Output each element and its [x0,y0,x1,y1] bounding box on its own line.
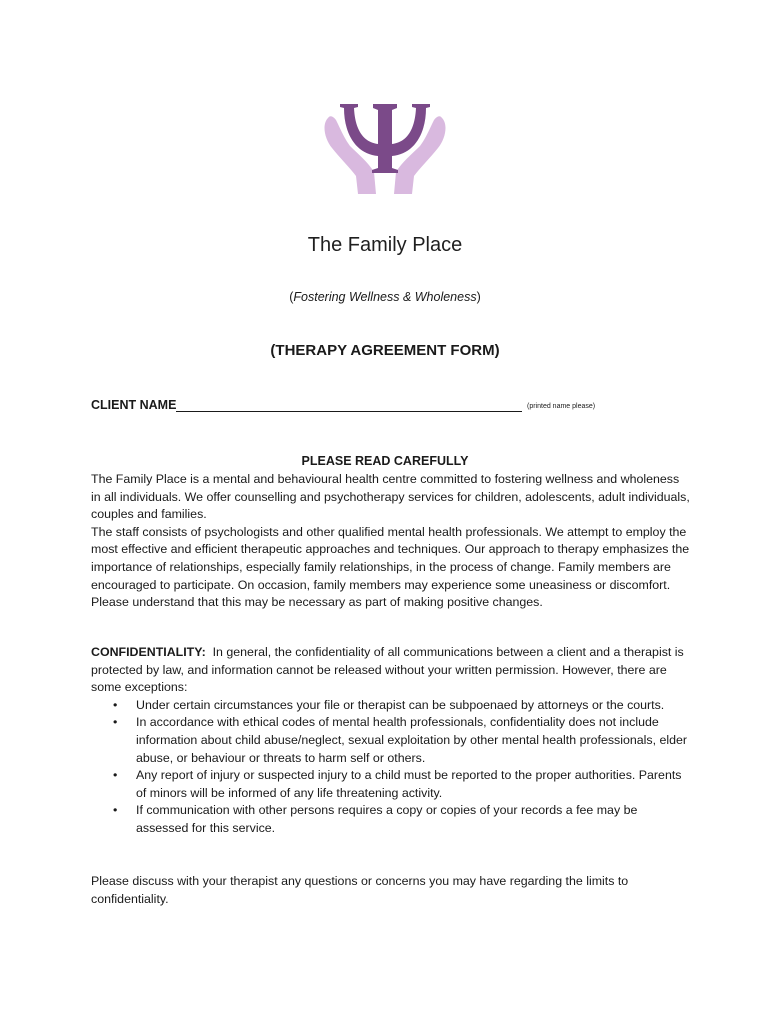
tagline-text: Fostering Wellness & Wholeness [293,290,477,304]
intro-section [91,471,691,612]
client-name-field[interactable] [176,411,522,412]
list-item [91,714,691,767]
closing-paragraph: Please discuss with your therapist any questions or concerns you may have regarding the limits to confidentiality. [91,874,629,906]
list-item [91,802,691,837]
exception-text: Under certain circumstances your file or therapist can be subpoenaed by attorneys or the courts. [136,697,665,712]
bullet-icon: • [113,768,118,783]
bullet-icon: • [113,715,118,730]
tagline [0,290,770,304]
tagline-open-paren: ( [289,290,294,304]
client-name-row [91,398,691,416]
exception-text: In accordance with ethical codes of mental health professionals, confidentiality does not include information about child abuse/neglect, sexual exploitation by other mental health professionals, elder abuse, or behaviour or threats to harm self or others. [136,715,688,765]
confidentiality-section [91,644,691,838]
confidentiality-paragraph [91,644,691,697]
staff-paragraph: The staff consists of psychologists and other qualified mental health professionals. We attempt to employ the most effective and efficient therapeutic approaches and techniques. Our approach to therapy emphasizes the importance of relationships, especially family relationships, in the process of change. Family members are encouraged to participate. On occasion, family members may experience some uneasiness or discomfort. Please understand that this may be necessary as part of making positive changes. [91,524,690,610]
exception-text: If communication with other persons requires a copy or copies of your records a fee may be assessed for this service. [136,803,638,835]
bullet-icon: • [113,697,118,712]
confidentiality-intro: In general, the confidentiality of all communications between a client and a therapist is protected by law, and information cannot be released without your written permission. However, there are some exceptions: [91,645,684,695]
bullet-icon: • [113,803,118,818]
organization-title: The Family Place [307,234,463,256]
exceptions-list [91,697,691,838]
intro-paragraph: The Family Place is a mental and behavioural health centre committed to fostering wellness and wholeness in all individuals. We offer counselling and psychotherapy services for children, adolescents, adult individuals, couples and families. [91,472,690,522]
list-item [91,767,691,802]
list-item [91,697,691,715]
client-name-hint: (printed name please) [527,403,596,410]
client-name-label: CLIENT NAME [91,398,177,412]
tagline-close-paren: ) [476,290,481,304]
psi-hands-logo-icon [318,98,452,196]
exception-text: Any report of injury or suspected injury to a child must be reported to the proper authorities. Parents of minors will be informed of any life threatening activity. [136,768,682,800]
confidentiality-label: CONFIDENTIALITY: [91,645,206,659]
closing-section [91,873,691,908]
notice-heading: PLEASE READ CAREFULLY [301,454,469,468]
form-title: (THERAPY AGREEMENT FORM) [270,342,500,359]
